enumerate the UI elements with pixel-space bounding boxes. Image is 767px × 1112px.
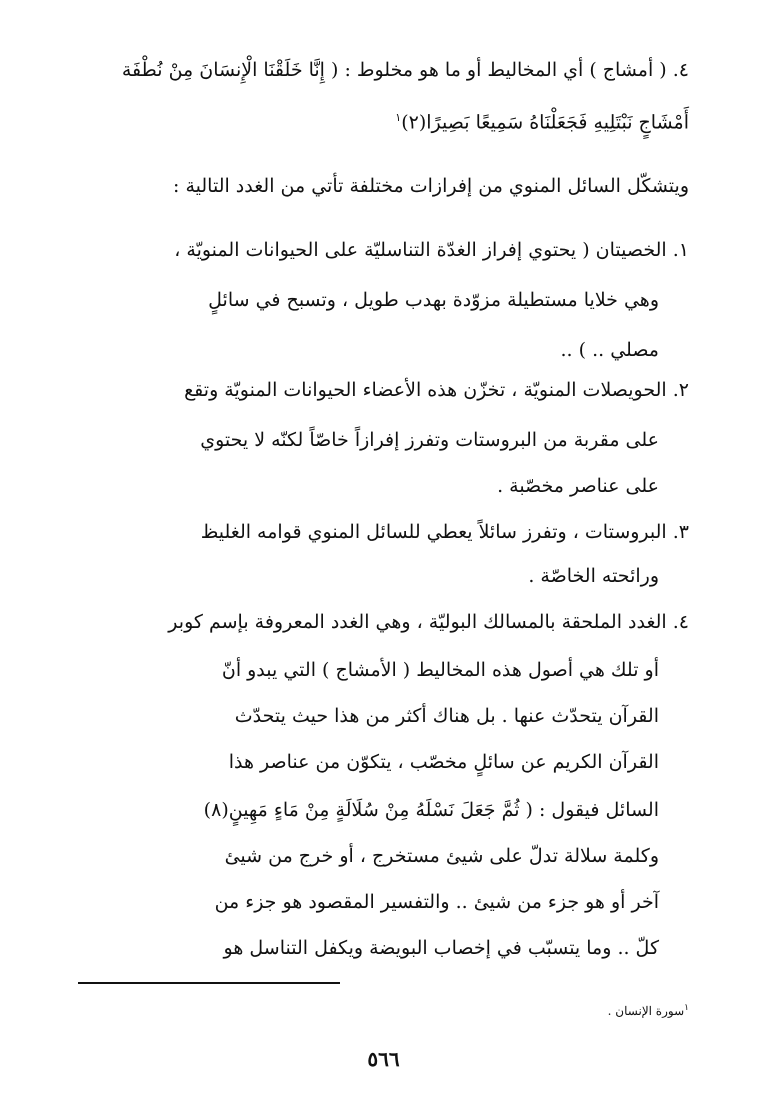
list-item-3-line-1: ٣. البروستات ، وتفرز سائلاً يعطي للسائل المنوي قوامه الغليظ xyxy=(200,521,689,543)
list-item-4-line-5: السائل فيقول : ( ثُمَّ جَعَلَ نَسْلَهُ مِنْ سُلَالَةٍ مِنْ مَاءٍ مَهِينٍ(٨) xyxy=(203,799,659,821)
list-item-4-line-3: القرآن يتحدّث عنها . بل هناك أكثر من هذا حيث يتحدّث xyxy=(234,705,659,727)
list-item-4-line-1: ٤. الغدد الملحقة بالمسالك البوليّة ، وهي الغدد المعروفة بإسم كوبر xyxy=(168,611,689,633)
list-item-1-line-1: ١. الخصيتان ( يحتوي إفراز الغدّة التناسليّة على الحيوانات المنويّة ، xyxy=(174,239,689,261)
footnote xyxy=(608,1000,689,1019)
list-item-4-line-7: آخر أو هو جزء من شيئ .. والتفسير المقصود هو جزء من xyxy=(214,891,659,913)
list-item-3-line-2: ورائحته الخاصّة . xyxy=(528,565,659,587)
text-line-2-body: أَمْشَاجٍ نَبْتَلِيهِ فَجَعَلْنَاهُ سَمِيعًا بَصِيرًا(٢) xyxy=(401,111,689,134)
page-number: ٥٦٦ xyxy=(367,1047,400,1071)
list-item-4-line-8: كلّ .. وما يتسبّب في إخصاب البويضة ويكفل التناسل هو xyxy=(223,937,659,959)
list-item-2-line-3: على عناصر مخصّبة . xyxy=(497,475,659,497)
list-item-4-line-4: القرآن الكريم عن سائلٍ مخصّب ، يتكوّن من عناصر هذا xyxy=(228,751,659,773)
list-item-1-line-2: وهي خلايا مستطيلة مزوّدة بهدب طويل ، وتسبح في سائلٍ xyxy=(208,289,659,311)
list-item-4-line-6: وكلمة سلالة تدلّ على شيئ مستخرج ، أو خرج من شيئ xyxy=(224,845,659,867)
list-item-1-line-3: مصلي .. ) .. xyxy=(560,339,659,361)
footnote-text: سورة الإنسان . xyxy=(607,1004,685,1018)
text-line-3: ويتشكّل السائل المنوي من إفرازات مختلفة تأتي من الغدد التالية : xyxy=(173,175,689,197)
list-item-2-line-2: على مقربة من البروستات وتفرز إفرازاً خاصّاً لكنّه لا يحتوي xyxy=(200,429,659,451)
footnote-marker: ١ xyxy=(684,1003,689,1013)
list-item-4-line-2: أو تلك هي أصول هذه المخاليط ( الأمشاج ) التي يبدو أنّ xyxy=(221,659,659,681)
footnote-reference: ١ xyxy=(395,111,402,124)
list-item-2-line-1: ٢. الحويصلات المنويّة ، تخزّن هذه الأعضاء الحيوانات المنويّة وتقع xyxy=(184,379,689,401)
text-line-1: ٤. ( أمشاج ) أي المخاليط أو ما هو مخلوط : ( إِنَّا خَلَقْنَا الْإِنسَانَ مِنْ نُطْفَة xyxy=(121,59,689,81)
text-line-2 xyxy=(395,104,689,136)
footnote-divider xyxy=(78,982,340,984)
